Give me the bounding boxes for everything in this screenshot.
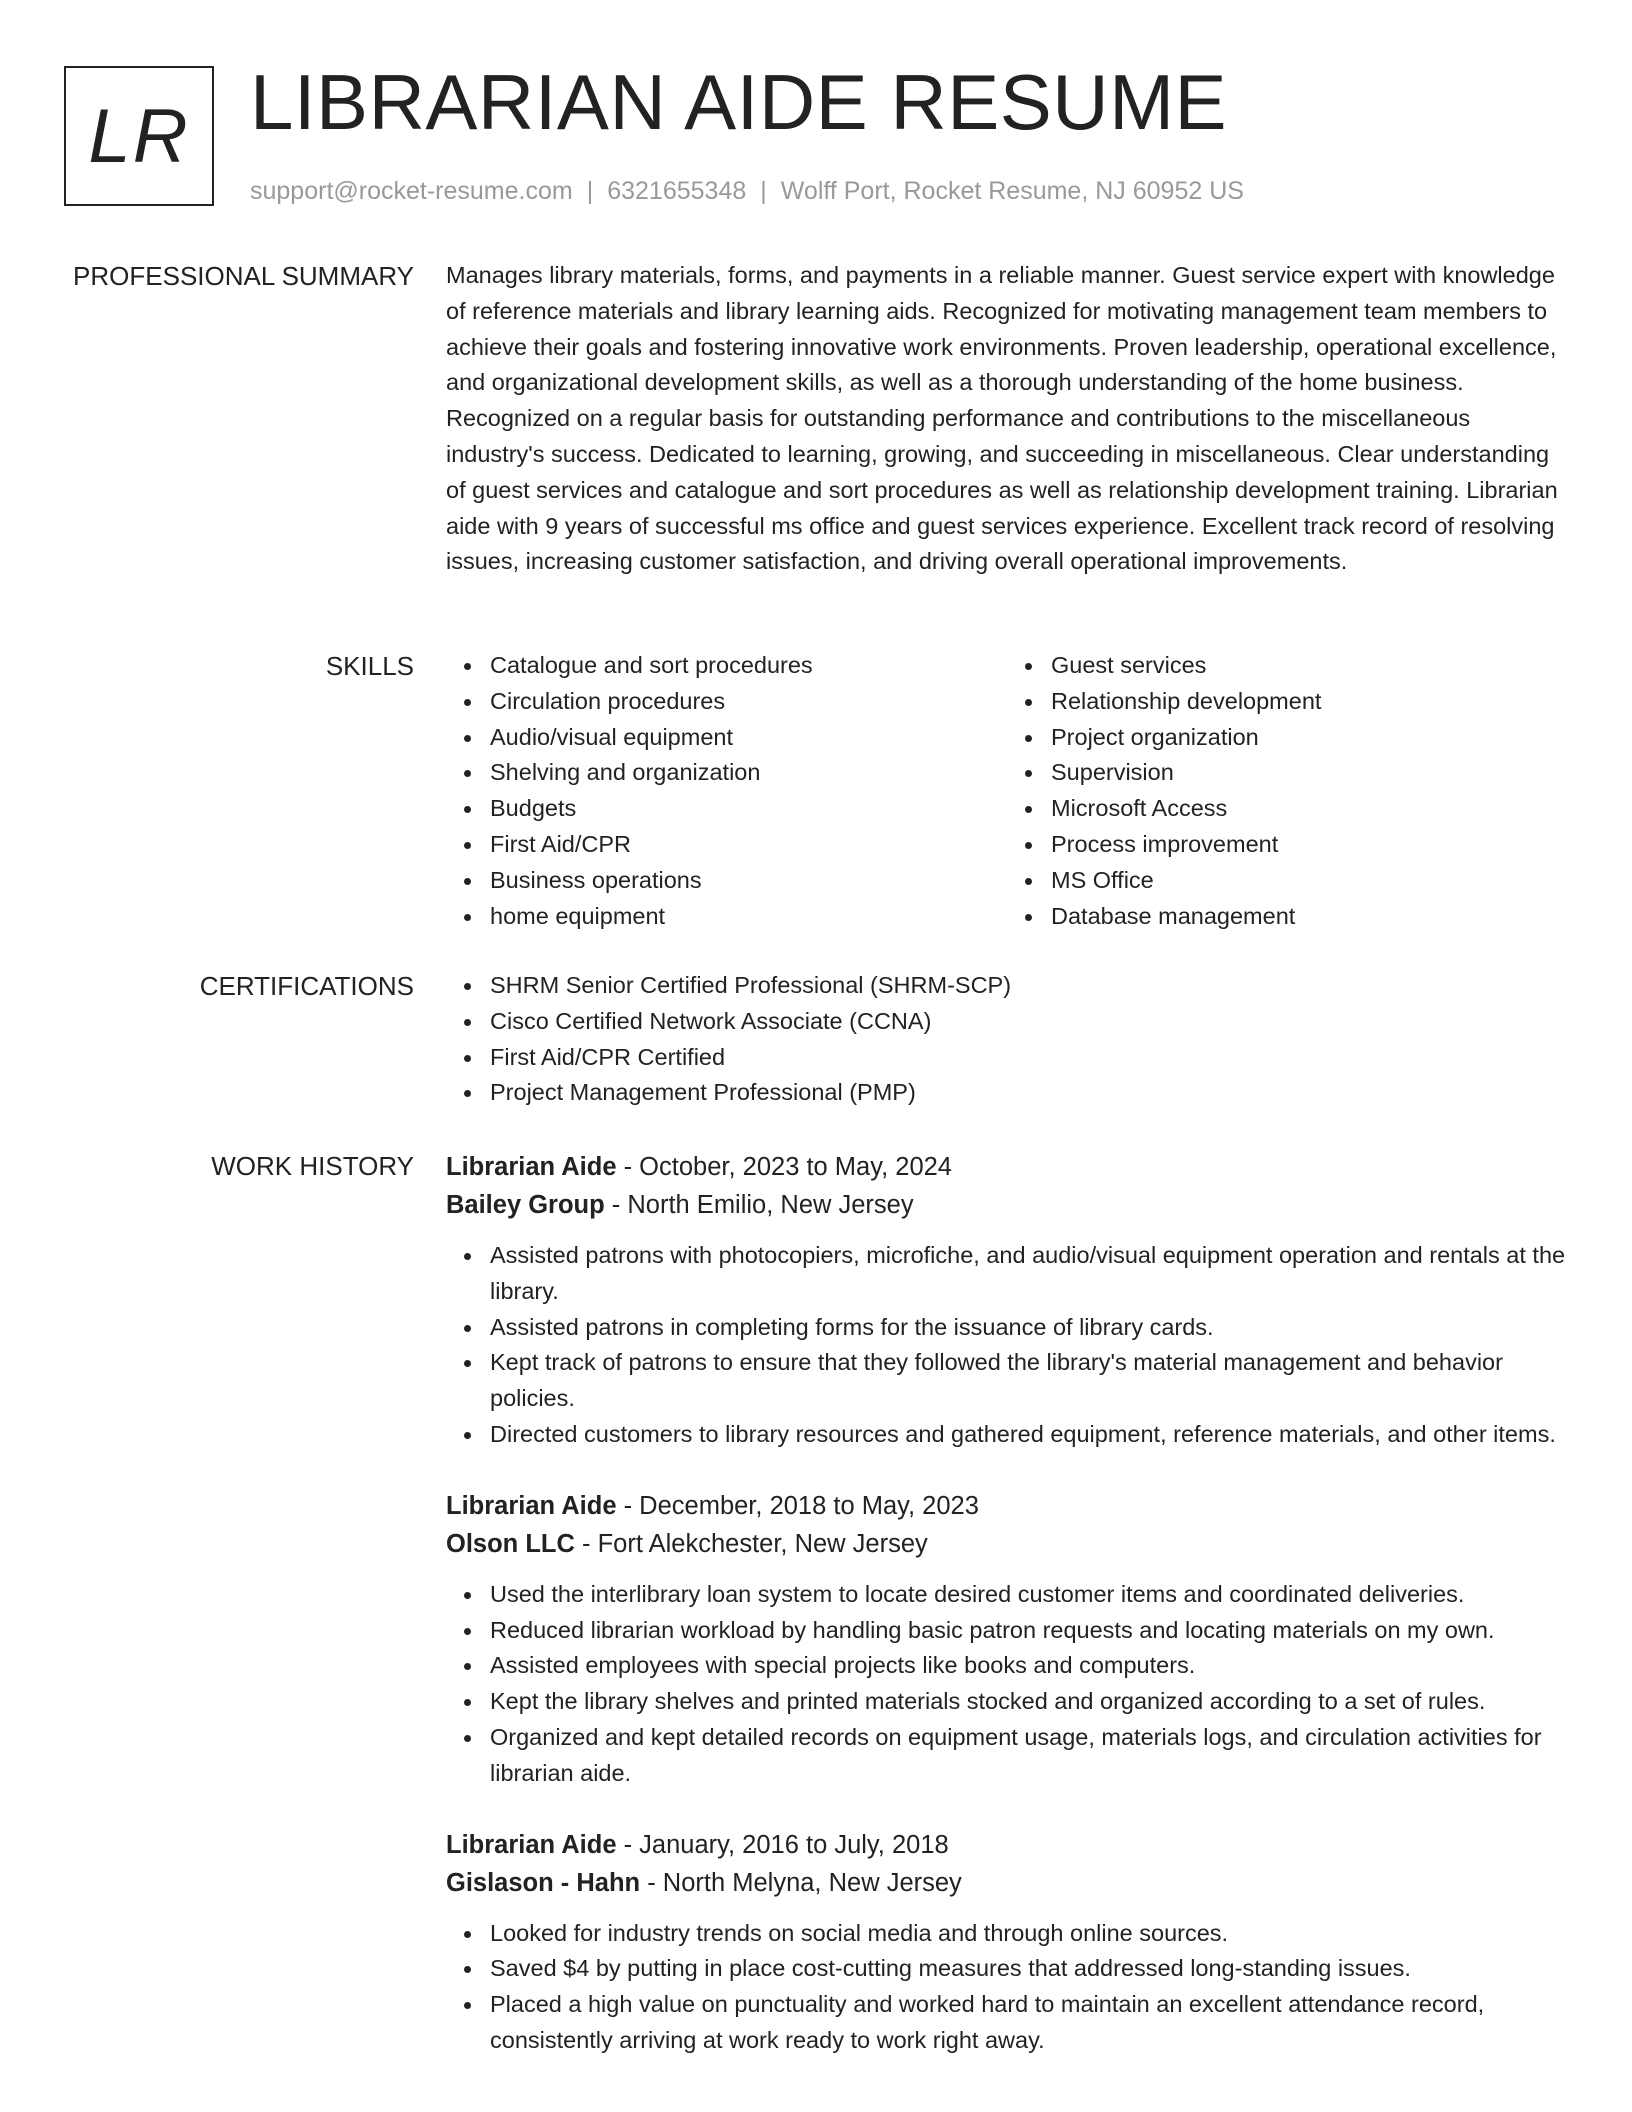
- contact-separator: |: [760, 177, 767, 205]
- skill-item: home equipment: [490, 899, 1007, 935]
- job-bullet: Assisted employees with special projects like books and computers.: [490, 1648, 1568, 1684]
- job-company-line: [446, 1525, 1568, 1563]
- skill-item: Relationship development: [1051, 684, 1568, 720]
- skill-item: Microsoft Access: [1051, 791, 1568, 827]
- skill-item: Process improvement: [1051, 827, 1568, 863]
- contact-line: [250, 176, 1244, 206]
- certifications-list: [446, 968, 1568, 1111]
- certification-item: Project Management Professional (PMP): [490, 1075, 1568, 1111]
- job-title-line: [446, 1826, 1568, 1864]
- job-role: Librarian Aide: [446, 1491, 617, 1520]
- skill-item: Database management: [1051, 899, 1568, 935]
- job-bullet: Placed a high value on punctuality and worked hard to maintain an excellent attendance record, consistently arriving at work ready to work right away.: [490, 1987, 1568, 2059]
- job-bullet: Looked for industry trends on social media and through online sources.: [490, 1916, 1568, 1952]
- job-dates: - October, 2023 to May, 2024: [616, 1153, 952, 1181]
- job-dates: - January, 2016 to July, 2018: [616, 1830, 949, 1859]
- skill-item: Circulation procedures: [490, 684, 1007, 720]
- skill-item: Guest services: [1051, 648, 1568, 684]
- job-entry: [446, 1148, 1568, 1453]
- skill-item: First Aid/CPR: [490, 827, 1007, 863]
- job-location: - Fort Alekchester, New Jersey: [574, 1529, 928, 1558]
- certification-item: First Aid/CPR Certified: [490, 1040, 1568, 1076]
- skills-heading: SKILLS: [325, 651, 414, 681]
- job-bullet: Kept the library shelves and printed materials stocked and organized according to a set of rules.: [490, 1684, 1568, 1720]
- job-bullet: Used the interlibrary loan system to locate desired customer items and coordinated deliveries.: [490, 1577, 1568, 1613]
- certification-item: Cisco Certified Network Associate (CCNA): [490, 1004, 1568, 1040]
- job-bullets: [446, 1916, 1568, 2059]
- skill-item: Project organization: [1051, 720, 1568, 756]
- contact-phone[interactable]: 6321655348: [607, 177, 747, 205]
- job-bullet: Assisted patrons in completing forms for the issuance of library cards.: [490, 1310, 1568, 1346]
- job-location: - North Melyna, New Jersey: [640, 1868, 962, 1897]
- skill-item: Shelving and organization: [490, 755, 1007, 791]
- certifications-heading: CERTIFICATIONS: [199, 971, 414, 1001]
- job-bullet: Organized and kept detailed records on equipment usage, materials logs, and circulation activities for librarian aide.: [490, 1720, 1568, 1792]
- job-title-line: [446, 1487, 1568, 1525]
- work-history-heading: WORK HISTORY: [211, 1151, 414, 1181]
- job-role: Librarian Aide: [446, 1830, 617, 1859]
- job-bullets: [446, 1577, 1568, 1792]
- contact-address: Wolff Port, Rocket Resume, NJ 60952 US: [780, 177, 1244, 205]
- skill-item: MS Office: [1051, 863, 1568, 899]
- skills-list-left: [446, 648, 1007, 934]
- job-title-line: [446, 1148, 1568, 1186]
- job-entry: [446, 1826, 1568, 2059]
- skill-item: Audio/visual equipment: [490, 720, 1007, 756]
- job-company-line: [446, 1864, 1568, 1902]
- summary-text: Manages library materials, forms, and payments in a reliable manner. Guest service expert with knowledge of reference materials and library learning aids. Recognized for motivating management team members to achieve their goals and fostering innovative work environments. Proven leadership, operational excellence, and organizational development skills, as well as a thorough understanding of the home business. Recognized on a regular basis for outstanding performance and contributions to the miscellaneous industry's success. Dedicated to learning, growing, and succeeding in miscellaneous. Clear understanding of guest services and catalogue and sort procedures as well as relationship development training. Librarian aide with 9 years of successful ms office and guest services experience. Excellent track record of resolving issues, increasing customer satisfaction, and driving overall operational improvements.: [446, 262, 1558, 575]
- job-company: Olson LLC: [446, 1529, 575, 1558]
- certification-item: SHRM Senior Certified Professional (SHRM-SCP): [490, 968, 1568, 1004]
- resume-title: LIBRARIAN AIDE RESUME: [250, 58, 1228, 146]
- job-dates: - December, 2018 to May, 2023: [616, 1491, 979, 1520]
- skill-item: Catalogue and sort procedures: [490, 648, 1007, 684]
- skill-item: Business operations: [490, 863, 1007, 899]
- summary-heading: PROFESSIONAL SUMMARY: [73, 261, 414, 291]
- contact-separator: |: [586, 177, 594, 205]
- job-company: Gislason - Hahn: [446, 1868, 641, 1897]
- job-bullet: Kept track of patrons to ensure that they followed the library's material management and behavior policies.: [490, 1345, 1568, 1417]
- job-bullet: Reduced librarian workload by handling basic patron requests and locating materials on my own.: [490, 1613, 1568, 1649]
- job-entry: [446, 1487, 1568, 1792]
- job-bullet: Saved $4 by putting in place cost-cutting measures that addressed long-standing issues.: [490, 1951, 1568, 1987]
- contact-email[interactable]: support@rocket-resume.com: [250, 177, 573, 205]
- skill-item: Budgets: [490, 791, 1007, 827]
- job-company: Bailey Group: [446, 1191, 605, 1219]
- skills-list-right: [1007, 648, 1568, 934]
- job-location: - North Emilio, New Jersey: [604, 1191, 914, 1219]
- job-bullet: Assisted patrons with photocopiers, microfiche, and audio/visual equipment operation and rentals at the library.: [490, 1238, 1568, 1310]
- monogram-logo: LR: [64, 66, 214, 206]
- job-bullet: Directed customers to library resources and gathered equipment, reference materials, and other items.: [490, 1417, 1568, 1453]
- job-role: Librarian Aide: [446, 1153, 617, 1181]
- job-company-line: [446, 1186, 1568, 1224]
- job-bullets: [446, 1238, 1568, 1453]
- skill-item: Supervision: [1051, 755, 1568, 791]
